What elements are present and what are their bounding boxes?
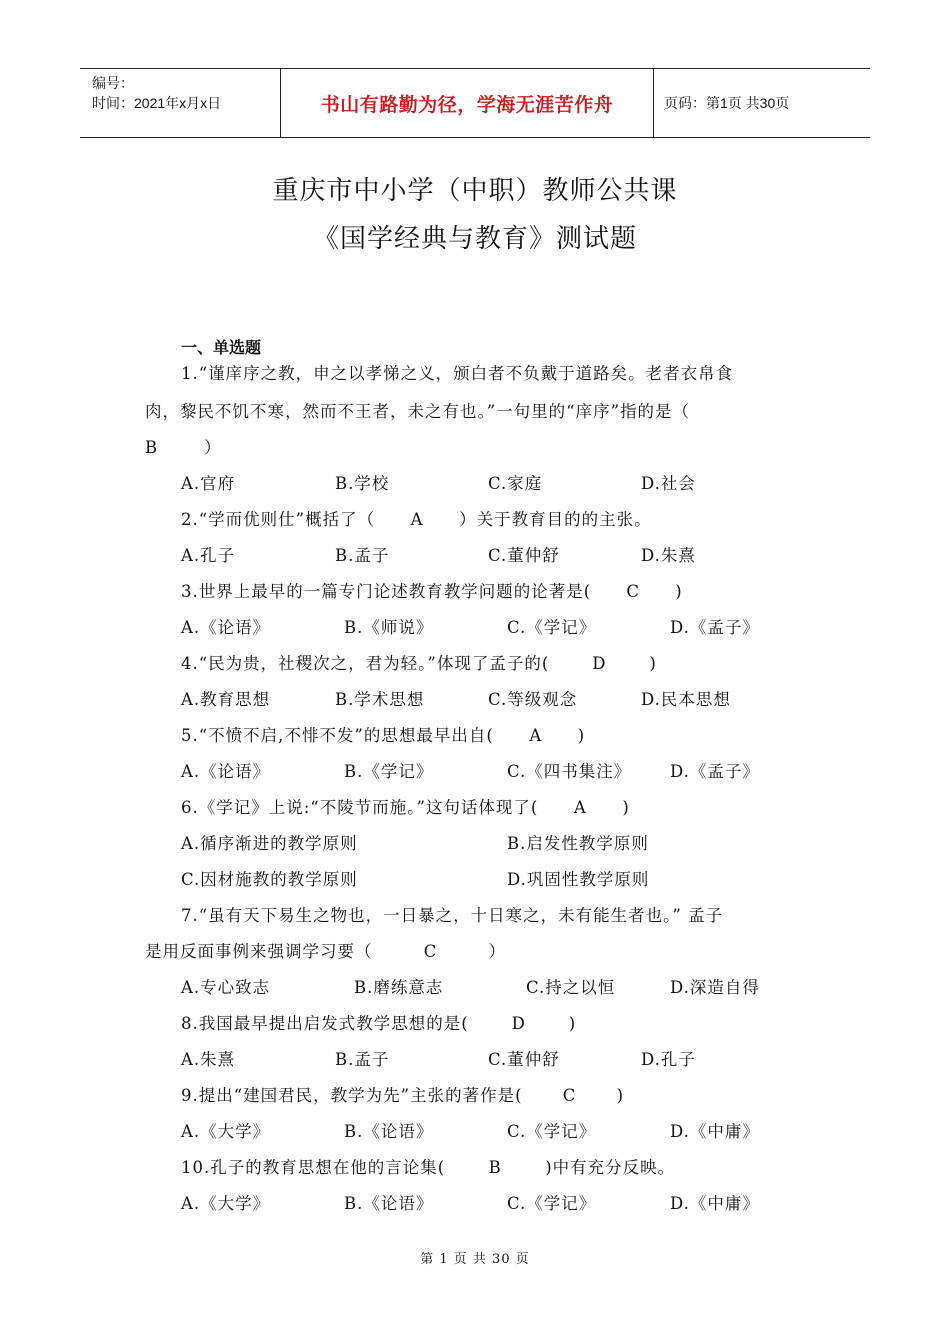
q8-option-a: A.朱熹 [181,1050,236,1069]
header-page-info [654,69,870,137]
q8-option-d: D.孔子 [641,1050,696,1069]
header-meta [80,69,281,137]
q7-option-b: B.磨练意志 [354,978,444,997]
q10-stem: 10.孔子的教育思想在他的言论集( B )中有充分反映。 [181,1158,676,1177]
q1-line2: 肉，黎民不饥不寒，然而不王者，未之有也。”一句里的“庠序”指的是（ [145,402,691,421]
q10-option-a: A.《大学》 [181,1194,271,1213]
q7-answer: C [423,942,438,961]
q4-option-c: C.等级观念 [488,690,578,709]
section-heading: 一、单选题 [181,338,262,357]
q1-line1: 1.“谨庠序之教，申之以孝悌之义，颁白者不负戴于道路矣。老者衣帛食 [181,364,734,383]
q3-option-d: D.《孟子》 [670,618,760,637]
q1-option-a: A.官府 [181,474,236,493]
q3-answer: C [626,582,640,601]
q1-answer: B [145,438,159,457]
code-label: 编号： [92,75,134,91]
q8-option-c: C.董仲舒 [488,1050,560,1069]
q2-answer: A [410,510,424,529]
page-header [80,68,870,138]
motto-text: 书山有路勤为径，学海无涯苦作舟 [320,93,614,116]
document-title-line2: 《国学经典与教育》测试题 [312,224,637,254]
q6-option-d: D.巩固性教学原则 [507,870,650,889]
q4-stem: 4.“民为贵，社稷次之，君为轻。”体现了孟子的( D ) [181,654,657,673]
page-info-text: 页码：第1页 共30页 [664,95,790,111]
q9-stem: 9.提出“建国君民，教学为先”主张的著作是( C ) [181,1086,624,1105]
page-footer: 第 1 页 共 30 页 [420,1252,530,1267]
q9-option-a: A.《大学》 [181,1122,271,1141]
q2-option-a: A.孔子 [181,546,236,565]
q3-option-a: A.《论语》 [181,618,271,637]
header-motto-cell [281,69,654,137]
q9-option-c: C.《学记》 [507,1122,597,1141]
q6-stem: 6.《学记》上说:“不陵节而施。”这句话体现了( A ) [181,798,630,817]
q7-stem: 是用反面事例来强调学习要（ C ） [145,942,506,961]
q5-option-b: B.《学记》 [344,762,434,781]
q4-answer: D [592,654,607,673]
q4-option-a: A.教育思想 [181,690,271,709]
q7-line1: 7.“虽有天下易生之物也，一日暴之，十日寒之，未有能生者也。” 孟子 [181,906,724,925]
q5-option-a: A.《论语》 [181,762,271,781]
q10-option-b: B.《论语》 [344,1194,434,1213]
q8-answer: D [511,1014,526,1033]
q1-option-d: D.社会 [641,474,696,493]
q6-answer: A [573,798,587,817]
q5-stem: 5.“不愤不启,不悱不发”的思想最早出自( A ) [181,726,586,745]
q2-option-c: C.董仲舒 [488,546,560,565]
q6-option-b: B.启发性教学原则 [507,834,649,853]
q7-option-c: C.持之以恒 [526,978,616,997]
q1-close-paren: ） [204,438,222,457]
q6-option-c: C.因材施教的教学原则 [181,870,358,889]
q1-option-b: B.学校 [335,474,390,493]
q5-option-d: D.《孟子》 [670,762,760,781]
q3-option-b: B.《师说》 [344,618,434,637]
q2-option-b: B.孟子 [335,546,390,565]
q5-answer: A [529,726,543,745]
q9-option-d: D.《中庸》 [670,1122,760,1141]
q10-option-d: D.《中庸》 [670,1194,760,1213]
q10-answer: B [488,1158,502,1177]
q4-option-b: B.学术思想 [335,690,425,709]
q10-option-c: C.《学记》 [507,1194,597,1213]
q9-answer: C [562,1086,577,1105]
q6-option-a: A.循序渐进的教学原则 [181,834,358,853]
q7-option-d: D.深造自得 [670,978,760,997]
q8-option-b: B.孟子 [335,1050,390,1069]
q2-option-d: D.朱熹 [641,546,696,565]
q7-option-a: A.专心致志 [181,978,271,997]
q4-option-d: D.民本思想 [641,690,731,709]
q2-stem: 2.“学而优则仕”概括了（ A ）关于教育目的的主张。 [181,510,652,529]
q1-line3 [145,434,222,458]
q1-option-c: C.家庭 [488,474,543,493]
q3-option-c: C.《学记》 [507,618,597,637]
q3-stem: 3.世界上最早的一篇专门论述教育教学问题的论著是( C ) [181,582,683,601]
document-title-line1: 重庆市中小学（中职）教师公共课 [272,176,678,206]
q5-option-c: C.《四书集注》 [507,762,632,781]
q9-option-b: B.《论语》 [344,1122,434,1141]
q8-stem: 8.我国最早提出启发式教学思想的是( D ) [181,1014,577,1033]
time-label: 时间：2021年x月x日 [92,95,222,111]
